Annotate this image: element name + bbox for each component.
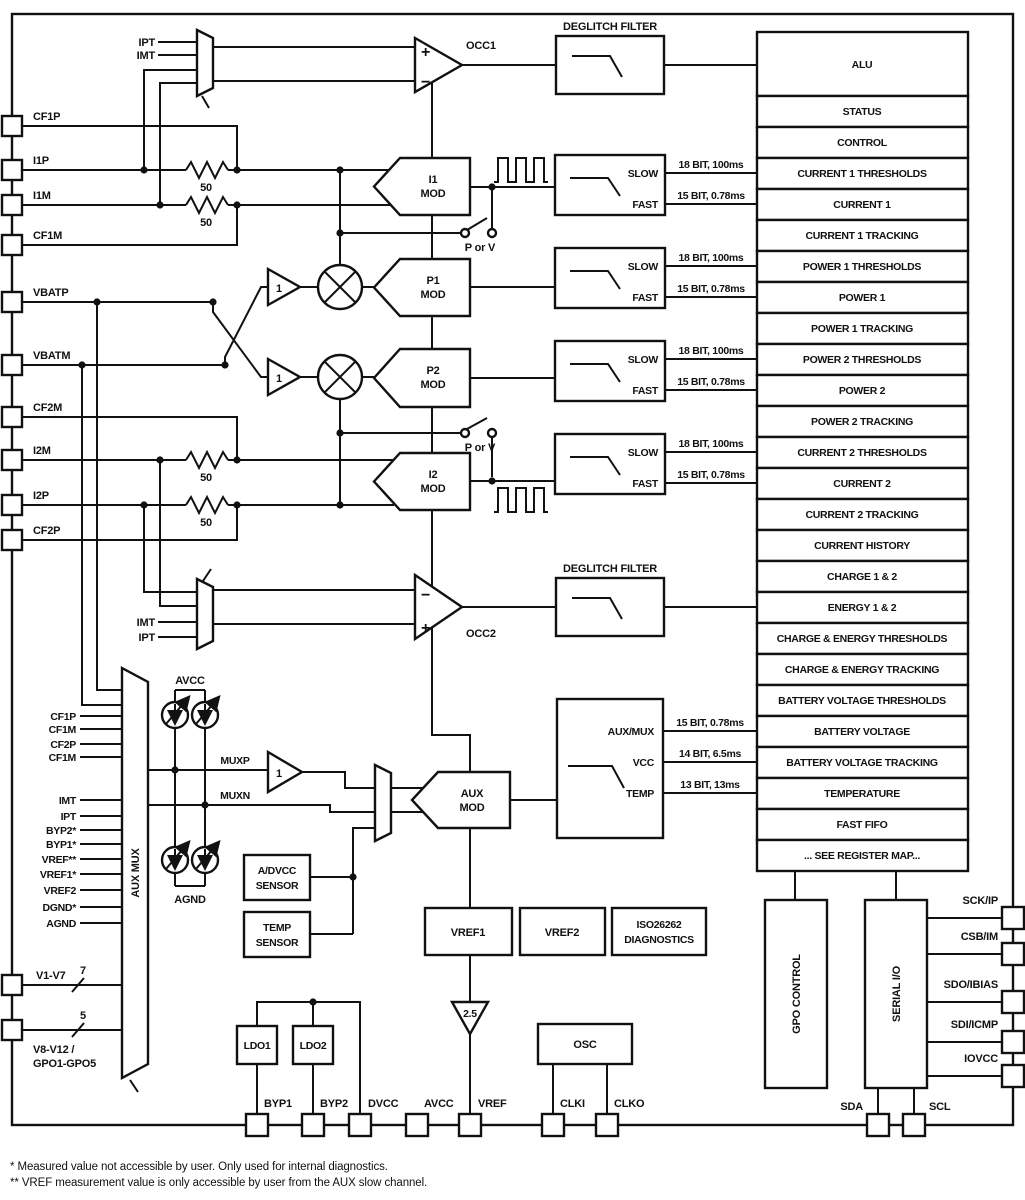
register-row: FAST FIFO — [836, 819, 888, 831]
register-row: STATUS — [842, 106, 882, 118]
svg-text:OSC: OSC — [573, 1039, 597, 1051]
pin-iovcc — [1002, 1065, 1024, 1087]
iso26262-diagnostics-block — [612, 908, 706, 955]
serial-io-block — [865, 900, 927, 1088]
svg-text:1: 1 — [276, 373, 282, 385]
muxn-label: MUXN — [220, 790, 250, 802]
svg-text:AUX: AUX — [460, 788, 484, 800]
pin-cf2p — [2, 530, 22, 550]
pin-sdo-ibias — [1002, 991, 1024, 1013]
register-row: ... SEE REGISTER MAP... — [803, 850, 921, 862]
svg-text:LDO1: LDO1 — [243, 1040, 271, 1052]
v1-v7-label: V1-V7 — [36, 970, 66, 982]
v1-v7-bus-count: 7 — [80, 965, 86, 977]
svg-text:SERIAL I/O: SERIAL I/O — [891, 966, 903, 1022]
svg-text:AVCC: AVCC — [424, 1098, 454, 1110]
svg-text:IOVCC: IOVCC — [964, 1053, 998, 1065]
register-row: BATTERY VOLTAGE TRACKING — [786, 757, 938, 769]
svg-text:SLOW: SLOW — [627, 354, 658, 366]
svg-text:SLOW: SLOW — [627, 168, 658, 180]
aux-input-mux — [375, 765, 391, 841]
svg-text:CSB/IM: CSB/IM — [960, 931, 998, 943]
svg-text:P1: P1 — [426, 275, 440, 287]
svg-text:DGND*: DGND* — [42, 902, 76, 914]
svg-text:18 BIT, 100ms: 18 BIT, 100ms — [678, 252, 744, 264]
pin-sck-ip — [1002, 907, 1024, 929]
svg-text:I1: I1 — [428, 174, 438, 186]
svg-text:1: 1 — [276, 768, 282, 780]
vref1-block — [425, 908, 512, 955]
register-row: POWER 2 TRACKING — [811, 416, 913, 428]
resistor-value-1: 50 — [200, 182, 212, 194]
register-row: TEMPERATURE — [824, 788, 900, 800]
pin-avcc — [406, 1114, 428, 1136]
svg-text:AUX/MUX: AUX/MUX — [607, 726, 654, 738]
register-row: BATTERY VOLTAGE — [814, 726, 910, 738]
pin-dvcc — [349, 1114, 371, 1136]
temp-sensor — [244, 912, 310, 957]
svg-text:VREF1: VREF1 — [450, 927, 486, 939]
occ1-plus: + — [421, 44, 431, 61]
register-row: CURRENT 1 TRACKING — [805, 230, 919, 242]
svg-text:TEMP: TEMP — [626, 788, 654, 800]
svg-text:CF1P: CF1P — [50, 711, 76, 723]
register-row: CHARGE & ENERGY TRACKING — [784, 664, 940, 676]
svg-text:MOD: MOD — [420, 379, 446, 391]
svg-text:15 BIT, 0.78ms: 15 BIT, 0.78ms — [677, 283, 745, 295]
svg-text:18 BIT, 100ms: 18 BIT, 100ms — [678, 345, 744, 357]
svg-text:FAST: FAST — [632, 385, 658, 397]
svg-text:LDO2: LDO2 — [299, 1040, 327, 1052]
deglitch-filter-2-label: DEGLITCH FILTER — [563, 563, 657, 575]
pin-vref — [459, 1114, 481, 1136]
register-row: CHARGE 1 & 2 — [827, 571, 897, 583]
occ2-minus: − — [421, 587, 431, 604]
svg-text:IPT: IPT — [60, 811, 76, 823]
svg-text:CF1M: CF1M — [33, 230, 63, 242]
register-row: POWER 1 — [838, 292, 886, 304]
occ2-plus: + — [421, 620, 431, 637]
register-row: POWER 1 THRESHOLDS — [802, 261, 922, 273]
svg-text:FAST: FAST — [632, 478, 658, 490]
svg-text:VCC: VCC — [632, 757, 654, 769]
svg-text:SCL: SCL — [929, 1101, 951, 1113]
pin-clki — [542, 1114, 564, 1136]
svg-text:FAST: FAST — [632, 292, 658, 304]
agnd-rail-label: AGND — [174, 894, 206, 906]
register-row: CURRENT HISTORY — [814, 540, 910, 552]
register-row: CURRENT 2 — [833, 478, 891, 490]
svg-text:VBATP: VBATP — [33, 287, 69, 299]
register-row: ALU — [851, 59, 873, 71]
svg-text:AGND: AGND — [46, 918, 76, 930]
svg-text:A/DVCC: A/DVCC — [257, 865, 297, 877]
svg-text:CF1M: CF1M — [48, 724, 76, 736]
svg-text:CF1P: CF1P — [33, 111, 61, 123]
register-row: CONTROL — [837, 137, 887, 149]
svg-text:18 BIT, 100ms: 18 BIT, 100ms — [678, 438, 744, 450]
svg-text:SENSOR: SENSOR — [255, 880, 299, 892]
svg-text:VREF2: VREF2 — [43, 885, 76, 897]
deglitch-filter-2 — [556, 563, 664, 636]
advcc-sensor — [244, 855, 310, 900]
multiplier-1-icon — [318, 265, 362, 309]
pin-byp1 — [246, 1114, 268, 1136]
svg-text:DIAGNOSTICS: DIAGNOSTICS — [624, 934, 694, 946]
register-row: CURRENT 1 — [833, 199, 891, 211]
pin-i2m — [2, 450, 22, 470]
svg-text:BYP2: BYP2 — [320, 1098, 348, 1110]
deglitch-filter-1 — [556, 21, 664, 94]
svg-text:MOD: MOD — [459, 802, 485, 814]
gpo-control-block — [765, 900, 827, 1088]
muxp-label: MUXP — [220, 755, 250, 767]
avcc-rail-label: AVCC — [175, 675, 205, 687]
svg-text:VREF1*: VREF1* — [39, 869, 76, 881]
svg-text:I2: I2 — [428, 469, 438, 481]
footnote-2: ** VREF measurement value is only accessible by user from the AUX slow channel. — [10, 1177, 428, 1189]
pin-scl — [903, 1114, 925, 1136]
svg-text:15 BIT, 0.78ms: 15 BIT, 0.78ms — [677, 376, 745, 388]
occ1-label: OCC1 — [466, 40, 496, 52]
svg-text:SENSOR: SENSOR — [255, 937, 299, 949]
resistor-value-2: 50 — [200, 217, 212, 229]
register-row: CURRENT 2 THRESHOLDS — [797, 447, 927, 459]
pin-sdi-icmp — [1002, 1031, 1024, 1053]
footnote-1: * Measured value not accessible by user. Only used for internal diagnostics. — [10, 1161, 388, 1173]
v8-v12-label-line1: V8-V12 / — [33, 1044, 75, 1056]
svg-text:SCK/IP: SCK/IP — [962, 895, 998, 907]
svg-text:14 BIT, 6.5ms: 14 BIT, 6.5ms — [678, 748, 742, 760]
svg-text:VBATM: VBATM — [33, 350, 71, 362]
register-row: CURRENT 1 THRESHOLDS — [797, 168, 927, 180]
pin-vbatm — [2, 355, 22, 375]
svg-text:MOD: MOD — [420, 188, 446, 200]
v8-v12-bus-count: 5 — [80, 1010, 86, 1022]
pin-i1m — [2, 195, 22, 215]
svg-text:BYP1*: BYP1* — [45, 839, 76, 851]
svg-text:CF2P: CF2P — [50, 739, 76, 751]
pin-sda — [867, 1114, 889, 1136]
svg-text:CF2P: CF2P — [33, 525, 61, 537]
pin-v1-v7 — [2, 975, 22, 995]
register-stack — [757, 32, 968, 871]
svg-text:P2: P2 — [426, 365, 440, 377]
register-row: POWER 2 — [838, 385, 886, 397]
svg-text:ISO26262: ISO26262 — [636, 919, 682, 931]
vref2-block — [520, 908, 605, 955]
register-row: POWER 2 THRESHOLDS — [802, 354, 922, 366]
svg-text:18 BIT, 100ms: 18 BIT, 100ms — [678, 159, 744, 171]
pin-v8-v12 — [2, 1020, 22, 1040]
ldo1-block — [237, 1026, 277, 1064]
svg-text:P or V: P or V — [464, 242, 496, 254]
svg-text:GPO CONTROL: GPO CONTROL — [791, 954, 803, 1034]
svg-text:1: 1 — [276, 283, 282, 295]
multiplier-2-icon — [318, 355, 362, 399]
svg-text:I1M: I1M — [33, 190, 51, 202]
pin-i2p — [2, 495, 22, 515]
svg-text:VREF2: VREF2 — [544, 927, 580, 939]
svg-text:CF2M: CF2M — [33, 402, 63, 414]
imt-label: IMT — [136, 50, 155, 62]
svg-text:15 BIT, 0.78ms: 15 BIT, 0.78ms — [677, 190, 745, 202]
v8-v12-label-line2: GPO1-GPO5 — [33, 1058, 96, 1070]
pin-cf1m — [2, 235, 22, 255]
svg-text:FAST: FAST — [632, 199, 658, 211]
ldo2-block — [293, 1026, 333, 1064]
svg-text:SDA: SDA — [840, 1101, 863, 1113]
deglitch-filter-1-label: DEGLITCH FILTER — [563, 21, 657, 33]
pin-byp2 — [302, 1114, 324, 1136]
svg-text:MOD: MOD — [420, 483, 446, 495]
svg-text:IMT: IMT — [58, 795, 76, 807]
pin-clko — [596, 1114, 618, 1136]
svg-text:DVCC: DVCC — [368, 1098, 399, 1110]
svg-text:VREF: VREF — [478, 1098, 507, 1110]
svg-text:CLKO: CLKO — [614, 1098, 645, 1110]
occ2-label: OCC2 — [466, 628, 496, 640]
svg-text:I1P: I1P — [33, 155, 49, 167]
pin-cf1p — [2, 116, 22, 136]
svg-text:CLKI: CLKI — [560, 1098, 585, 1110]
pin-cf2m — [2, 407, 22, 427]
svg-text:SLOW: SLOW — [627, 261, 658, 273]
svg-text:SDI/ICMP: SDI/ICMP — [950, 1019, 998, 1031]
register-row: BATTERY VOLTAGE THRESHOLDS — [778, 695, 946, 707]
svg-text:VREF**: VREF** — [41, 854, 76, 866]
register-row: POWER 1 TRACKING — [811, 323, 913, 335]
resistor-value-3: 50 — [200, 472, 212, 484]
svg-text:MOD: MOD — [420, 289, 446, 301]
svg-text:SDO/IBIAS: SDO/IBIAS — [943, 979, 998, 991]
register-row: ENERGY 1 & 2 — [827, 602, 897, 614]
svg-text:BYP2*: BYP2* — [45, 825, 76, 837]
svg-text:TEMP: TEMP — [263, 922, 291, 934]
svg-text:15 BIT, 0.78ms: 15 BIT, 0.78ms — [676, 717, 744, 729]
svg-text:I2M: I2M — [33, 445, 51, 457]
pin-i1p — [2, 160, 22, 180]
svg-text:BYP1: BYP1 — [264, 1098, 292, 1110]
imt-label-2: IMT — [136, 617, 155, 629]
svg-text:15 BIT, 0.78ms: 15 BIT, 0.78ms — [677, 469, 745, 481]
svg-text:2.5: 2.5 — [463, 1008, 477, 1020]
ipt-label: IPT — [138, 37, 155, 49]
ipt-label-2: IPT — [138, 632, 155, 644]
svg-text:CF1M: CF1M — [48, 752, 76, 764]
svg-text:SLOW: SLOW — [627, 447, 658, 459]
pin-csb-im — [1002, 943, 1024, 965]
resistor-value-4: 50 — [200, 517, 212, 529]
svg-text:P or V: P or V — [464, 442, 496, 454]
register-row: CURRENT 2 TRACKING — [805, 509, 919, 521]
aux-mux-label: AUX MUX — [130, 848, 142, 898]
svg-text:I2P: I2P — [33, 490, 49, 502]
pin-vbatp — [2, 292, 22, 312]
register-row: CHARGE & ENERGY THRESHOLDS — [776, 633, 948, 645]
occ1-minus: − — [421, 74, 431, 91]
osc-block — [538, 1024, 632, 1064]
svg-text:13 BIT, 13ms: 13 BIT, 13ms — [680, 779, 740, 791]
